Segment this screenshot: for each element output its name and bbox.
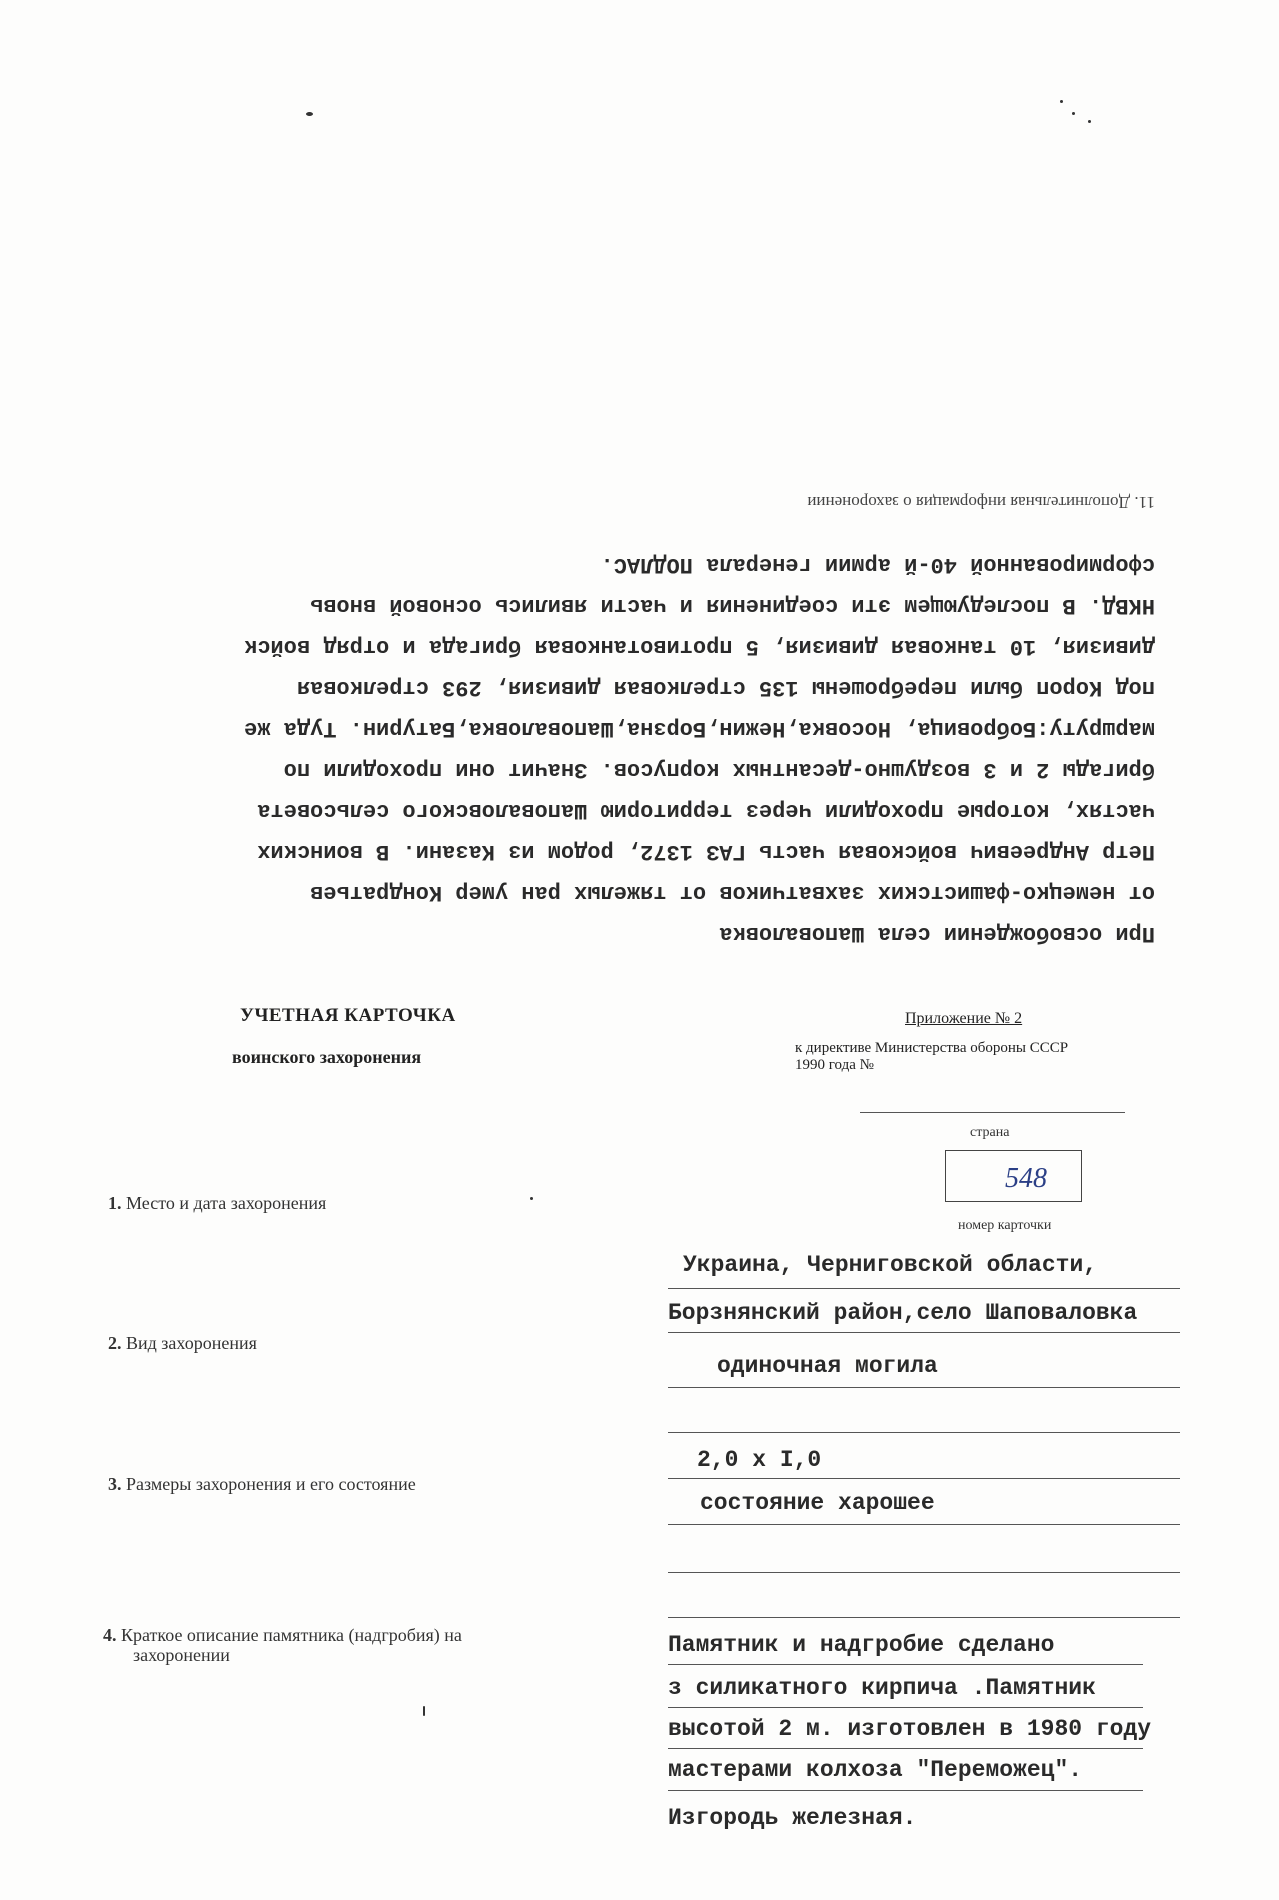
field-3-rule-1: [668, 1478, 1180, 1479]
directive-reference: [795, 1040, 1068, 1074]
field-4-rule-4: [668, 1790, 1143, 1791]
field-1-text: Место и дата захоронения: [126, 1193, 327, 1213]
field-3-label: [108, 1474, 416, 1495]
field-2-text: Вид захоронения: [126, 1333, 257, 1353]
field-4-value-line-2: з силикатного кирпича .Памятник: [668, 1675, 1096, 1701]
ink-speck: [423, 1706, 425, 1716]
country-label: страна: [970, 1125, 1010, 1140]
ink-speck: [1072, 112, 1075, 115]
field-4-value-line-1: Памятник и надгробие сделано: [668, 1632, 1055, 1658]
field-4-text-1: Краткое описание памятника (надгробия) на: [121, 1625, 462, 1645]
ink-speck: [1088, 120, 1091, 123]
card-number-value: 548: [1005, 1163, 1047, 1194]
country-rule: [860, 1112, 1125, 1113]
field-3-value-line-1: 2,0 х I,0: [697, 1447, 822, 1473]
field-4-label: [103, 1625, 462, 1665]
field-1-number: 1.: [108, 1193, 122, 1213]
field-4-value-line-3: высотой 2 м. изготовлен в 1980 году: [668, 1716, 1152, 1742]
field-2-value-line-1: одиночная могила: [717, 1353, 938, 1379]
additional-info-text: При освобождении села Шаповаловка от немецко-фашистских захватчиков от тяжелых ран умер Кондратьев Петр Андреевич войсковая часть ГАЗ 1372, родом из Казани. В воинских частях, которые проходили через территорию Шаповаловского сельсовета бригады 2 и 3 воздушно-десантных корпусов. Значит они проходили по маршруту:Бобровица, Носовка,Нежин,Борзна,Шаповаловка,Батурин. Туда же под Короп были переброшены 135 стрелковая дивизия, 293 стрелковая дивизия, 10 танковая дивизия, 5 противотанковая бригада и отряд войск НКВД. В последующем эти соединения и части явились основой вновь сформированной 40-й армии генерала ПОДЛАС.: [244, 552, 1155, 946]
field-4-rule-3: [668, 1748, 1143, 1749]
card-title: УЧЕТНАЯ КАРТОЧКА: [240, 1005, 456, 1026]
field-1-label: [108, 1193, 326, 1214]
appendix-label: Приложение № 2: [905, 1010, 1023, 1027]
field-1-value-line-2: Борзнянский район,село Шаповаловка: [668, 1300, 1138, 1326]
reverse-side-block: [95, 490, 1155, 946]
field-1-value-line-1: Украина, Черниговской области,: [683, 1252, 1098, 1278]
ink-speck: [306, 112, 313, 116]
field-3-rule-2: [668, 1524, 1180, 1525]
field-2-rule-2: [668, 1432, 1180, 1433]
field-4-label-line-1: [103, 1625, 462, 1645]
field-4-rule-1: [668, 1664, 1143, 1665]
field-1-rule-1: [668, 1288, 1180, 1289]
card-subtitle: воинского захоронения: [232, 1047, 422, 1067]
field-4-rule-2: [668, 1707, 1143, 1708]
additional-info-heading: 11. Дополнительная информация о захоронении: [807, 493, 1155, 512]
ink-speck: [530, 1197, 533, 1200]
field-3-rule-4: [668, 1617, 1180, 1618]
card-number-label: номер карточки: [958, 1218, 1052, 1233]
field-4-value-line-4: мастерами колхоза "Переможец".: [668, 1757, 1083, 1783]
field-2-rule-1: [668, 1387, 1180, 1388]
field-3-value-line-2: состояние харошее: [700, 1490, 935, 1516]
field-2-number: 2.: [108, 1333, 122, 1353]
directive-line-1: к директиве Министерства обороны СССР: [795, 1040, 1069, 1056]
field-4-number: 4.: [103, 1625, 117, 1645]
ink-speck: [1060, 100, 1063, 103]
field-3-rule-3: [668, 1572, 1180, 1573]
field-2-label: [108, 1333, 257, 1354]
field-3-text: Размеры захоронения и его состояние: [126, 1474, 416, 1494]
field-4-label-line-2: захоронении: [133, 1645, 230, 1665]
field-1-rule-2: [668, 1332, 1180, 1333]
directive-line-2: 1990 года №: [795, 1057, 874, 1073]
field-4-value-line-5: Изгородь железная.: [668, 1805, 917, 1831]
field-3-number: 3.: [108, 1474, 122, 1494]
